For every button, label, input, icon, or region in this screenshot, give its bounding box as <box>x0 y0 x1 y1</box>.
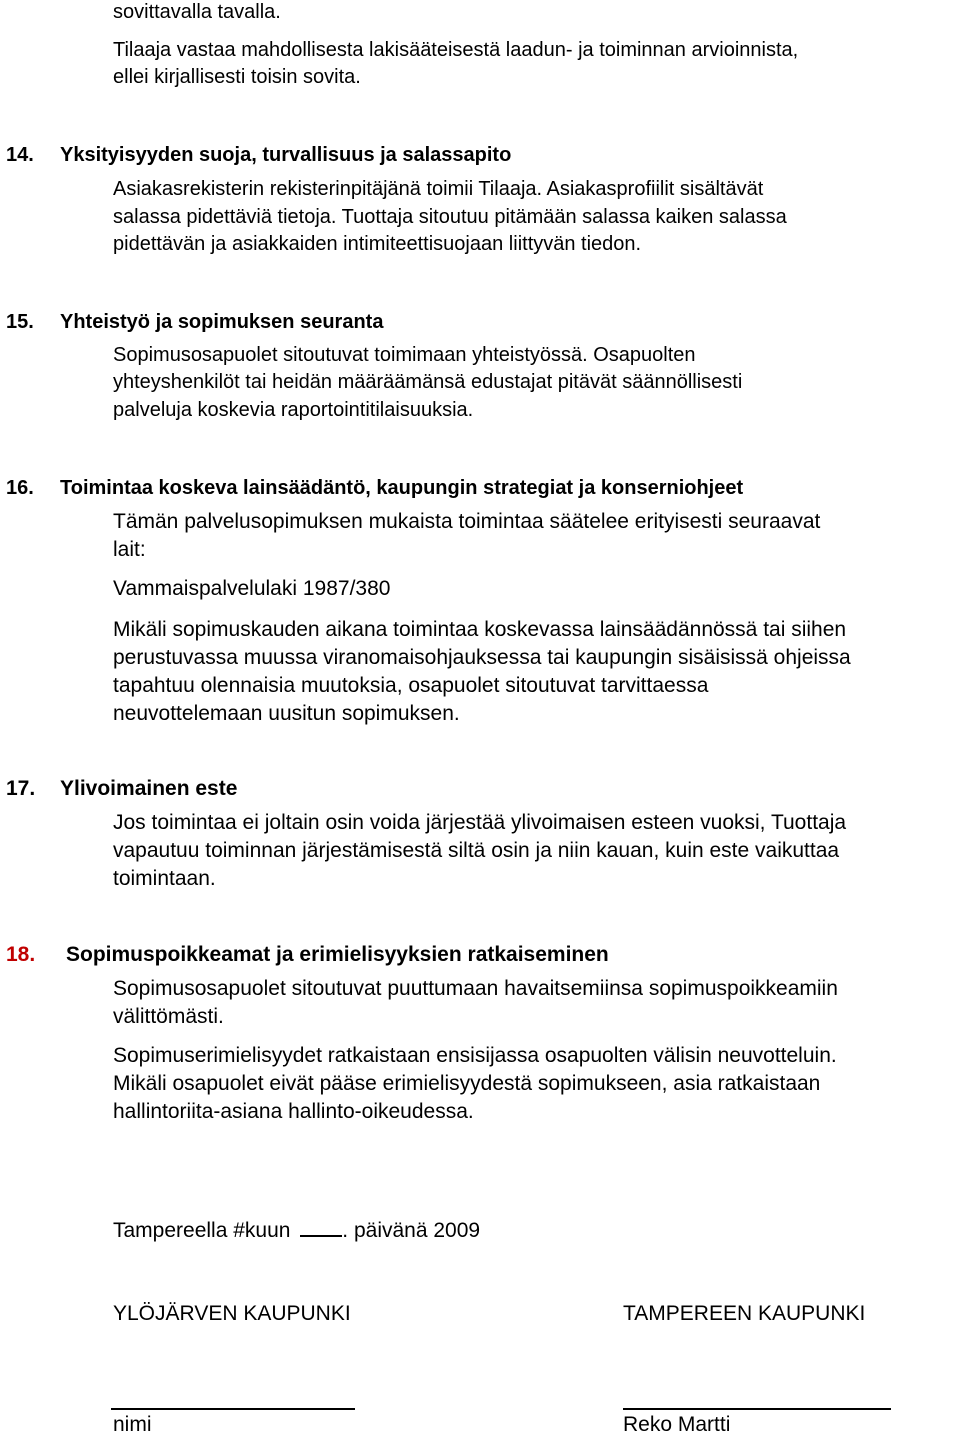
s17-line-3: toimintaan. <box>113 867 216 890</box>
s16-p1-line-2: lait: <box>113 538 146 561</box>
s16-p2-line-1: Mikäli sopimuskauden aikana toimintaa koskevassa lainsäädännössä tai siihen <box>113 618 847 641</box>
s13-line-1: sovittavalla tavalla. <box>113 1 281 23</box>
place-date-line <box>113 1220 480 1241</box>
s15-heading: Yhteistyö ja sopimuksen seuranta <box>60 311 384 333</box>
s16-number: 16. <box>6 477 34 499</box>
s18-p2-line-3: hallintoriita-asiana hallinto-oikeudessa. <box>113 1100 474 1123</box>
s16-p2-line-4: neuvottelemaan uusitun sopimuksen. <box>113 702 460 725</box>
s18-p1-line-2: välittömästi. <box>113 1005 224 1028</box>
s14-number: 14. <box>6 144 34 166</box>
right-party: TAMPEREEN KAUPUNKI <box>623 1302 866 1325</box>
s13-line-2: Tilaaja vastaa mahdollisesta lakisääteisestä laadun- ja toiminnan arvioinnista, <box>113 39 799 61</box>
s16-p2-line-2: perustuvassa muussa viranomaisohjauksessa tai kaupungin sisäisissä ohjeissa <box>113 646 851 669</box>
s13-line-3: ellei kirjallisesti toisin sovita. <box>113 66 361 88</box>
s16-law: Vammaispalvelulaki 1987/380 <box>113 577 391 600</box>
s14-line-3: pidettävän ja asiakkaiden intimiteettisuojaan liittyvän tiedon. <box>113 233 642 255</box>
s18-p2-line-1: Sopimuserimielisyydet ratkaistaan ensisijassa osapuolten välisin neuvotteluin. <box>113 1044 837 1067</box>
s18-p1-line-1: Sopimusosapuolet sitoutuvat puuttumaan havaitsemiinsa sopimuspoikkeamiin <box>113 977 838 1000</box>
s17-number: 17. <box>6 777 36 800</box>
right-signer-name: Reko Martti <box>623 1413 731 1436</box>
s17-line-1: Jos toimintaa ei joltain osin voida järjestää ylivoimaisen esteen vuoksi, Tuottaja <box>113 811 847 834</box>
s14-line-2: salassa pidettäviä tietoja. Tuottaja sitoutuu pitämään salassa kaiken salassa <box>113 206 787 228</box>
place-date-prefix: Tampereella #kuun <box>113 1219 291 1242</box>
s18-number: 18. <box>6 943 36 966</box>
s15-number: 15. <box>6 311 34 333</box>
s15-line-2: yhteyshenkilöt tai heidän määräämänsä edustajat pitävät säännöllisesti <box>113 371 743 393</box>
s15-line-1: Sopimusosapuolet sitoutuvat toimimaan yhteistyössä. Osapuolten <box>113 344 696 366</box>
s14-heading: Yksityisyyden suoja, turvallisuus ja salassapito <box>60 144 512 166</box>
s18-p2-line-2: Mikäli osapuolet eivät pääse erimielisyydestä sopimukseen, asia ratkaistaan <box>113 1072 821 1095</box>
s15-line-3: palveluja koskevia raportointitilaisuuksia. <box>113 399 474 421</box>
s14-line-1: Asiakasrekisterin rekisterinpitäjänä toimii Tilaaja. Asiakasprofiilit sisältävät <box>113 178 764 200</box>
s18-heading: Sopimuspoikkeamat ja erimielisyyksien ratkaiseminen <box>66 943 609 966</box>
s16-p2-line-3: tapahtuu olennaisia muutoksia, osapuolet sitoutuvat tarvittaessa <box>113 674 709 697</box>
s17-line-2: vapautuu toiminnan järjestämisestä siltä osin ja niin kauan, kuin este vaikuttaa <box>113 839 840 862</box>
date-blank <box>300 1235 342 1237</box>
s16-p1-line-1: Tämän palvelusopimuksen mukaista toimintaa säätelee erityisesti seuraavat <box>113 510 821 533</box>
left-party: YLÖJÄRVEN KAUPUNKI <box>113 1302 351 1325</box>
left-signature-line <box>111 1408 355 1410</box>
s16-heading: Toimintaa koskeva lainsäädäntö, kaupungin strategiat ja konserniohjeet <box>60 477 744 499</box>
place-date-suffix: . päivänä 2009 <box>342 1219 481 1242</box>
right-signature-line <box>623 1408 891 1410</box>
s17-heading: Ylivoimainen este <box>60 777 238 800</box>
left-signer-name: nimi <box>113 1413 152 1436</box>
